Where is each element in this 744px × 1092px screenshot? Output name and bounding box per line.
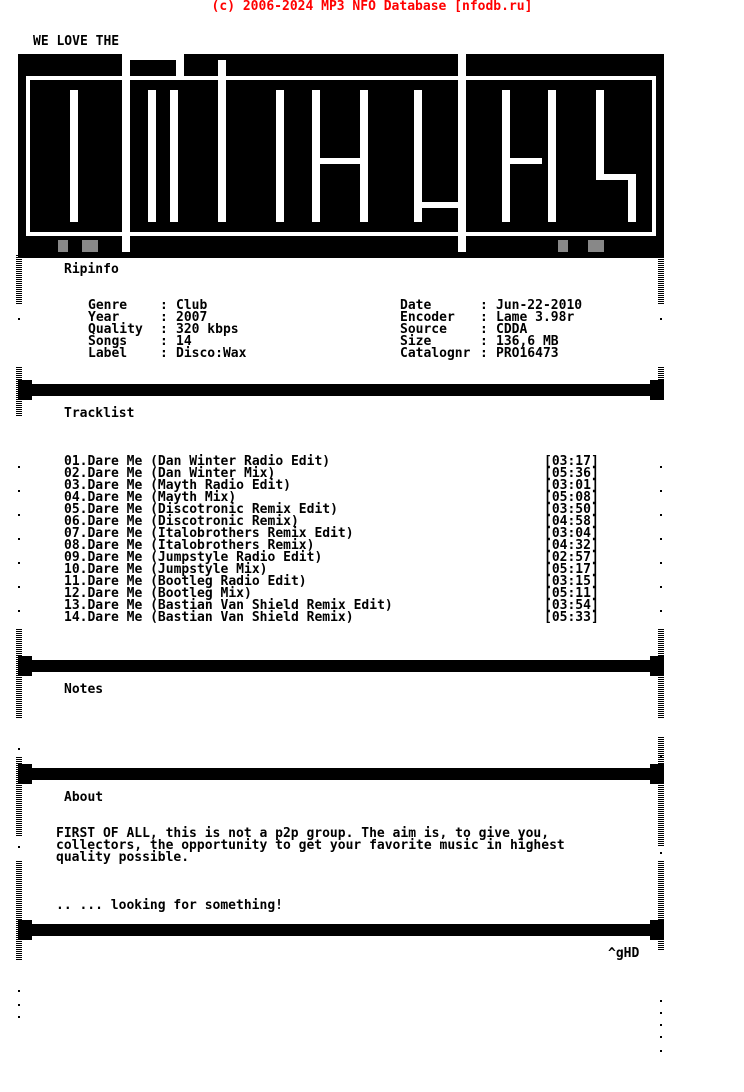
ripinfo-value: Disco:Wax	[176, 346, 247, 361]
track-duration: [05:17]	[544, 562, 599, 577]
ripinfo-colon: : : : : :	[160, 298, 168, 361]
section-divider	[18, 768, 664, 780]
track-title: 04.Dare Me (Mayth Mix)	[64, 490, 237, 505]
ripinfo-label: Songs	[88, 334, 128, 349]
ripinfo-label: Year	[88, 310, 120, 325]
site-credit: (c) 2006-2024 MP3 NFO Database [nfodb.ru]	[211, 0, 533, 14]
track-title: 02.Dare Me (Dan Winter Mix)	[64, 466, 276, 481]
ripinfo-colon: : : : : :	[480, 298, 488, 361]
ripinfo-value: 14	[176, 334, 192, 349]
left-border-shading	[16, 254, 22, 304]
ripinfo-label: Encoder	[400, 310, 455, 325]
ripinfo-label: Source	[400, 322, 447, 337]
nineties-logo	[18, 54, 664, 252]
ripinfo-value: 136,6 MB	[496, 334, 559, 349]
track-duration: [03:17]	[544, 454, 599, 469]
track-duration: [03:50]	[544, 502, 599, 517]
section-divider	[18, 924, 664, 936]
track-title: 14.Dare Me (Bastian Van Shield Remix)	[64, 610, 354, 625]
about-text-line: quality possible.	[56, 850, 190, 865]
track-duration: [05:33]	[544, 610, 599, 625]
ripinfo-label: Catalognr	[400, 346, 471, 361]
track-duration: [04:58]	[544, 514, 599, 529]
track-title: 13.Dare Me (Bastian Van Shield Remix Edit)	[64, 598, 393, 613]
signature: ^gHD	[608, 946, 640, 961]
about-text-line: collectors, the opportunity to get your favorite music in highest	[56, 838, 565, 853]
about-closing: .. ... looking for something!	[56, 898, 283, 913]
track-duration: [05:36]	[544, 466, 599, 481]
track-title: 03.Dare Me (Mayth Radio Edit)	[64, 478, 291, 493]
track-duration: [03:01]	[544, 478, 599, 493]
ripinfo-value: Club	[176, 298, 208, 313]
track-title: 09.Dare Me (Jumpstyle Radio Edit)	[64, 550, 323, 565]
track-duration: [05:08]	[544, 490, 599, 505]
left-border-shading	[16, 860, 22, 960]
ripinfo-label: Quality	[88, 322, 143, 337]
ripinfo-value: 2007	[176, 310, 208, 325]
ripinfo-label: Genre	[88, 298, 128, 313]
track-title: 06.Dare Me (Discotronic Remix)	[64, 514, 299, 529]
right-border-shading	[658, 254, 664, 304]
track-duration: [03:04]	[544, 526, 599, 541]
section-divider	[18, 384, 664, 396]
track-title: 11.Dare Me (Bootleg Radio Edit)	[64, 574, 307, 589]
track-title: 10.Dare Me (Jumpstyle Mix)	[64, 562, 268, 577]
about-heading: About	[64, 790, 104, 805]
track-title: 01.Dare Me (Dan Winter Radio Edit)	[64, 454, 331, 469]
section-divider	[18, 252, 664, 258]
track-duration: [05:11]	[544, 586, 599, 601]
track-duration: [03:15]	[544, 574, 599, 589]
ripinfo-heading: Ripinfo	[64, 262, 119, 277]
ripinfo-label: Label	[88, 346, 128, 361]
section-divider	[18, 660, 664, 672]
about-text-line: FIRST OF ALL, this is not a p2p group. The aim is, to give you,	[56, 826, 550, 841]
track-duration: [03:54]	[544, 598, 599, 613]
right-border-shading	[658, 736, 664, 846]
track-duration: [04:32]	[544, 538, 599, 553]
intro-text: WE LOVE THE	[33, 34, 120, 49]
tracklist-heading: Tracklist	[64, 406, 135, 421]
track-title: 08.Dare Me (Italobrothers Remix)	[64, 538, 315, 553]
ripinfo-label: Size	[400, 334, 432, 349]
track-title: 12.Dare Me (Bootleg Mix)	[64, 586, 252, 601]
notes-heading: Notes	[64, 682, 104, 697]
ripinfo-value: CDDA	[496, 322, 528, 337]
ripinfo-value: PRO16473	[496, 346, 559, 361]
track-title: 05.Dare Me (Discotronic Remix Edit)	[64, 502, 338, 517]
track-title: 07.Dare Me (Italobrothers Remix Edit)	[64, 526, 354, 541]
ripinfo-label: Date	[400, 298, 432, 313]
ripinfo-value: Lame 3.98r	[496, 310, 575, 325]
ripinfo-value: Jun-22-2010	[496, 298, 583, 313]
track-duration: [02:57]	[544, 550, 599, 565]
ripinfo-value: 320 kbps	[176, 322, 239, 337]
